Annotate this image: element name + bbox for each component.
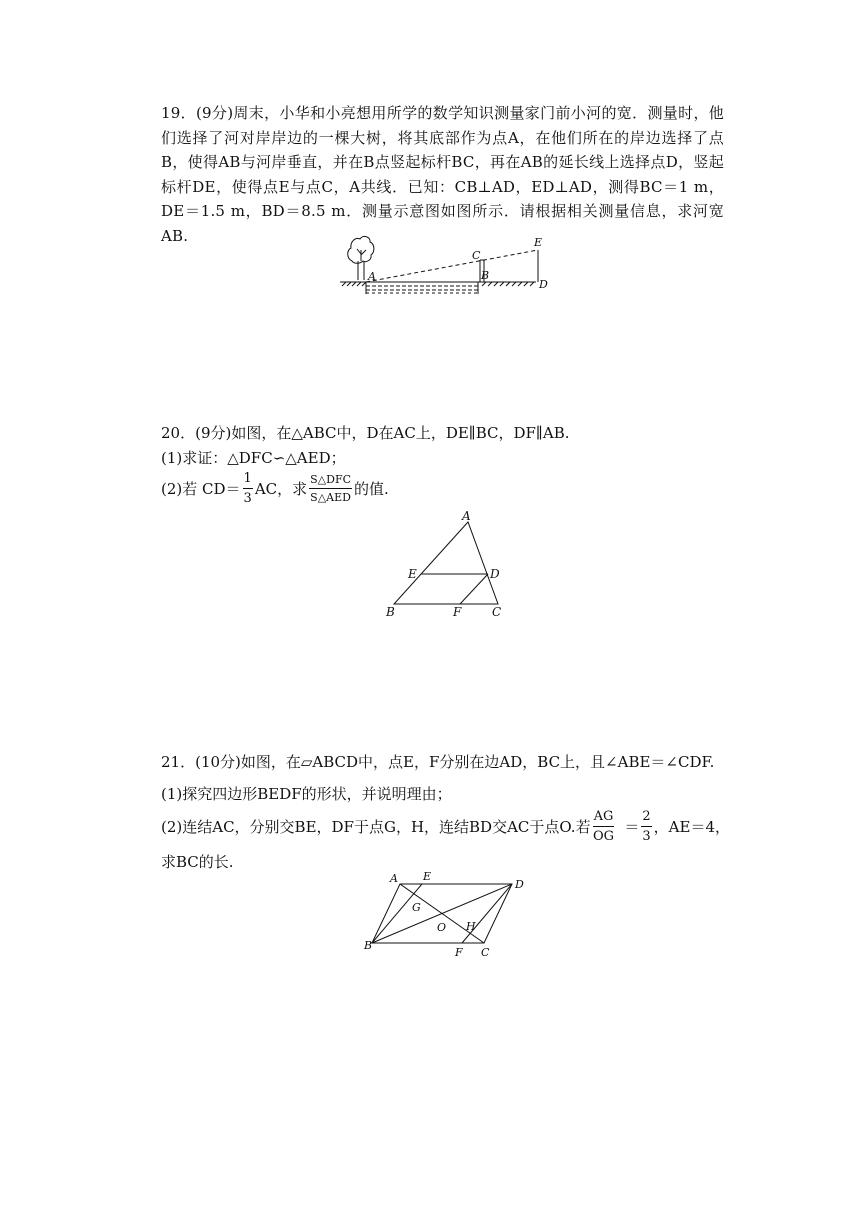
q21-stem: 21．(10分)如图，在▱ABCD中，点E，F分别在边AD，BC上，且∠ABE＝∠CDF. [161, 753, 715, 771]
q21-label-A: A [390, 872, 398, 885]
q20-label-A: A [462, 510, 471, 523]
q21-frac2-den: 3 [642, 828, 651, 844]
q20-part2 [161, 466, 389, 510]
q21-part2-c: ，AE＝4， [653, 817, 730, 836]
q20-part1: (1)求证：△DFC∽△AED； [161, 449, 346, 467]
q20-label-E: E [408, 567, 417, 581]
q21-frac1-den: OG [592, 828, 614, 844]
q20-frac2-num: S△DFC [309, 474, 352, 489]
q21-label-G: G [412, 901, 421, 914]
q21-part1: (1)探究四边形BEDF的形状，并说明理由； [161, 785, 452, 803]
q21-label-H: H [466, 920, 476, 933]
q21-part2 [161, 804, 730, 848]
q21-frac1-num: AG [593, 810, 615, 827]
q20-fraction-one-third [243, 472, 253, 505]
q19-label-C: C [472, 249, 481, 262]
q19-label-D: D [539, 278, 548, 291]
q19-label-A: A [368, 270, 376, 283]
q19-text: 19．(9分)周末，小华和小亮想用所学的数学知识测量家门前小河的宽．测量时，他们选择了河对岸岸边的一棵大树，将其底部作为点A，在他们所在的岸边选择了点B，使得AB与河岸垂直，并在B点竖起标杆BC，再在AB的延长线上选择点D，竖起标杆DE，使得点E与点C，A共线．已知：CB⊥AD，ED⊥AD，测得BC＝1 m，DE＝1.5 m，BD＝8.5 m．测量示意图如图所示．请根据相关测量信息，求河宽AB. [161, 104, 724, 245]
q20-label-B: B [386, 605, 395, 619]
q19-label-B: B [481, 269, 490, 282]
q21-label-F: F [455, 946, 463, 959]
q20-frac1-den: 3 [243, 490, 252, 506]
q21-label-C: C [481, 946, 490, 959]
q19-label-E: E [534, 236, 543, 249]
q21-label-B: B [364, 939, 373, 952]
q21-fraction-ag-og [593, 810, 615, 843]
q20-stem: 20．(9分)如图，在△ABC中，D在AC上，DE∥BC，DF∥AB. [161, 424, 570, 442]
q21-part2-a: (2)连结AC，分别交BE，DF于点G，H，连结BD交AC于点O.若 [161, 817, 591, 836]
q20-label-D: D [490, 567, 500, 581]
q20-figure [380, 510, 510, 622]
q21-fraction-two-thirds [641, 810, 651, 843]
q20-label-F: F [453, 605, 462, 619]
q21-frac2-num: 2 [641, 810, 651, 827]
q21-part2-d: 求BC的长. [161, 853, 234, 871]
q20-fraction-area-ratio [309, 474, 352, 503]
q19-figure [338, 228, 553, 298]
q21-label-D: D [515, 878, 524, 891]
q20-part2-a: (2)若 CD＝ [161, 479, 241, 498]
q20-part2-c: 的值. [354, 479, 389, 498]
q21-part2-b: ＝ [624, 817, 640, 836]
q20-label-C: C [492, 605, 502, 619]
q20-frac2-den: S△AED [310, 490, 351, 504]
q21-figure [362, 868, 532, 960]
q21-label-E: E [423, 870, 432, 883]
q20-part2-b: AC，求 [254, 479, 308, 498]
q20-frac1-num: 1 [243, 472, 253, 489]
q21-label-O: O [437, 921, 447, 934]
